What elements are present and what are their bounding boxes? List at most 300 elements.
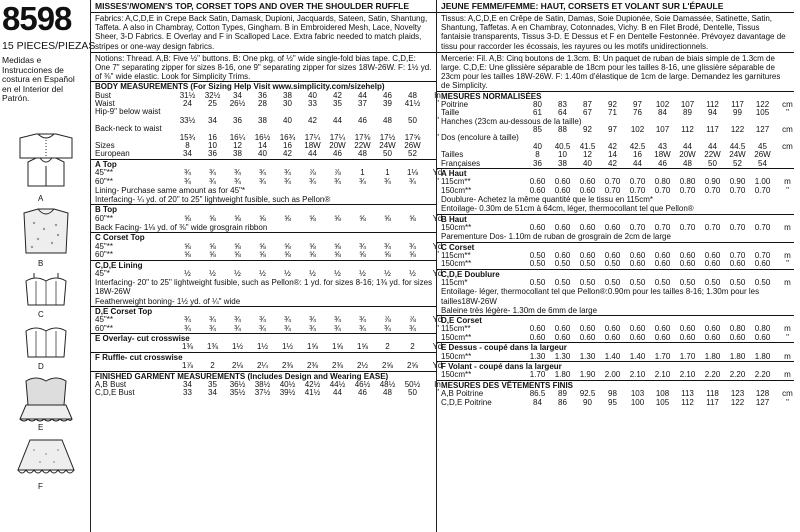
cell: 0.60 [579, 324, 596, 334]
cell: 84 [658, 108, 667, 118]
cell: 50 [408, 388, 417, 398]
cell: 0.60 [604, 250, 621, 260]
cell: 0.90 [704, 177, 721, 187]
view-a-illustration [14, 132, 78, 190]
cell: 41.5 [579, 141, 596, 151]
cell: 1.70 [679, 351, 696, 361]
cell: 112 [681, 397, 694, 407]
cell: 0.60 [554, 222, 571, 232]
cell: 0.70 [654, 185, 671, 195]
view-e-label: E [38, 423, 44, 432]
cell: 14 [608, 150, 617, 160]
cell: ¾ [184, 315, 191, 325]
cell: ⅝ [334, 250, 341, 260]
view-c-label: C [38, 310, 44, 319]
cell: 33 [308, 99, 317, 109]
cell: 0.60 [704, 332, 721, 342]
fabrics-text: Fabrics: A,C,D,E in Crepe Back Satin, Damask, Dupioni, Jacquards, Sateen, Satin, Shantung, Taffeta. A also in Chambray, Cotton Types, Gingham. B in Embroidered Mesh, Lace, Novelty Sheer, 3-D Fabrics. E Overlay and F in Scalloped Lace. Extra fabric needed to match plaids, stripes or one-way design fabrics. [95, 14, 428, 51]
cell: ⅞ [384, 315, 391, 325]
cell: 127 [755, 397, 770, 407]
cell: 0.70 [604, 185, 621, 195]
cell: ⅝ [259, 250, 266, 260]
cell: 34 [233, 90, 242, 100]
cell: 1⅝ [306, 342, 319, 352]
cell: 2½ [356, 361, 369, 371]
cell: 97 [608, 125, 617, 135]
cell: 0.70 [729, 250, 746, 260]
cell: ¾ [184, 176, 191, 186]
cell: 41½ [304, 388, 321, 398]
cell: 85 [533, 125, 542, 135]
cell: 0.70 [754, 222, 771, 232]
cell: cm [782, 141, 793, 151]
cell: 0.60 [529, 185, 546, 195]
cell: 89 [683, 108, 692, 118]
cell: 0.70 [629, 222, 646, 232]
cell: 112 [706, 99, 719, 109]
cell: 0.80 [654, 177, 671, 187]
cell: 38 [283, 90, 292, 100]
cell: 0.90 [729, 177, 746, 187]
cell: 46 [358, 115, 367, 125]
cell: 2 [410, 342, 415, 352]
cell: 100 [630, 397, 645, 407]
mesures-finis-table [437, 390, 794, 407]
cell: 0.60 [579, 185, 596, 195]
table-row [91, 213, 443, 223]
cell [775, 160, 800, 168]
cell: 105 [755, 108, 770, 118]
mesures-finis-title: MESURES DES VÊTEMENTS FINIS [437, 380, 794, 390]
cell: 92.5 [579, 389, 596, 399]
cell: ¾ [284, 315, 291, 325]
table-row [437, 224, 794, 232]
cell: 0.60 [579, 222, 596, 232]
yardage-view-title: F Ruffle- cut crosswise [91, 352, 436, 362]
cell: ⅝ [209, 250, 216, 260]
cell: ¾ [309, 323, 316, 333]
table-row [91, 268, 443, 278]
cell: m [784, 370, 791, 380]
cell: 1.70 [529, 370, 546, 380]
yardage-note: Parementure Dos- 1.10m de ruban de grosgrain de 2cm de large [441, 232, 671, 242]
metrage-table [437, 168, 794, 380]
cell: 16 [208, 132, 217, 142]
cell: 0.60 [579, 177, 596, 187]
cell: ¾ [209, 176, 216, 186]
yardage-note: Interfacing- 20" to 25" lightweight fusible, such as Pellon®: 1 yd. for sizes 8-16; 1⅜ yd. for sizes 18W-26W [95, 278, 433, 297]
cell: ¾ [259, 168, 266, 178]
cell: ¾ [359, 323, 366, 333]
cell: 0.60 [704, 250, 721, 260]
cell: ⅝ [384, 213, 391, 223]
cell: 15¾ [179, 132, 196, 142]
english-column [90, 0, 443, 532]
cell: 26½ [229, 99, 246, 109]
pieces-count: 15 PIECES/PIEZAS [2, 40, 96, 52]
cell: 42 [283, 149, 292, 159]
cell: " [436, 132, 439, 142]
cell: 37½ [254, 388, 271, 398]
cell: 108 [655, 389, 670, 399]
cell: 48 [358, 149, 367, 159]
cell: 20W [329, 141, 346, 151]
cell: 0.60 [629, 332, 646, 342]
row-label: Françaises [441, 158, 481, 168]
cell: 48 [383, 115, 392, 125]
cell: 123 [730, 389, 745, 399]
cell: 40.5 [554, 141, 571, 151]
cell: ⅝ [184, 213, 191, 223]
cell: 0.50 [679, 278, 696, 288]
cell: 0.50 [579, 259, 596, 269]
cell: 0.60 [679, 250, 696, 260]
cell: 103 [630, 389, 645, 399]
cell: 0.70 [604, 177, 621, 187]
row-label: Dos (encolure à taille) [441, 133, 519, 143]
cell: 44 [708, 141, 717, 151]
row-label: Poitrine [441, 99, 469, 109]
cell: 20W [679, 150, 696, 160]
cell: 0.50 [604, 259, 621, 269]
cell: 122 [730, 397, 745, 407]
cell: 0.60 [654, 250, 671, 260]
cell: 0.50 [729, 278, 746, 288]
cell: 54 [758, 158, 767, 168]
cell: 34 [183, 149, 192, 159]
table-row [91, 176, 439, 186]
cell: 1.90 [579, 370, 596, 380]
cell: 0.60 [579, 332, 596, 342]
cell: 102 [655, 99, 670, 109]
table-row [91, 342, 443, 352]
view-d-label: D [38, 362, 44, 371]
cell: ½ [259, 268, 266, 278]
cell: 44 [333, 115, 342, 125]
yardage-view-title: C Corset Top [91, 232, 436, 242]
table-row [437, 260, 794, 268]
cell: 30 [283, 99, 292, 109]
cell: 2⅝ [381, 361, 394, 371]
cell: ⅝ [184, 241, 191, 251]
cell: 2.20 [729, 370, 746, 380]
cell: 0.50 [604, 278, 621, 288]
cell: 1½ [281, 342, 294, 352]
cell: 0.50 [529, 278, 546, 288]
table-row [91, 250, 439, 260]
cell: 34 [208, 388, 217, 398]
cell: 0.70 [729, 222, 746, 232]
cell: 42 [308, 115, 317, 125]
cell: Yd [432, 168, 443, 178]
table-row [437, 353, 794, 361]
cell: 35 [208, 379, 217, 389]
cell: 52 [733, 158, 742, 168]
view-e-illustration [14, 375, 78, 423]
cell: 44½ [329, 379, 346, 389]
cell: 2.00 [604, 370, 621, 380]
cell: ¾ [284, 168, 291, 178]
cell: ¾ [284, 323, 291, 333]
cell: 0.50 [704, 278, 721, 288]
cell: 24W [729, 150, 746, 160]
cell: 42½ [304, 379, 321, 389]
cell: 44 [683, 141, 692, 151]
cell: ½ [309, 268, 316, 278]
cell: 50 [708, 158, 717, 168]
cell: ⅝ [359, 250, 366, 260]
cell: ½ [284, 268, 291, 278]
cell: 40 [308, 90, 317, 100]
cell: 44 [308, 149, 317, 159]
cell: ¾ [234, 323, 241, 333]
cell: " [436, 99, 439, 109]
yardage-view-title: A Haut [437, 168, 794, 178]
cell: 107 [680, 99, 695, 109]
cell: 16 [633, 150, 642, 160]
cell: ⅝ [384, 250, 391, 260]
cell: 0.70 [754, 185, 771, 195]
row-label: 150cm** [441, 185, 472, 195]
cell: ¾ [209, 168, 216, 178]
cell: 46 [658, 158, 667, 168]
cell: 38 [233, 149, 242, 159]
cell: 2 [385, 342, 390, 352]
cell: 10 [208, 141, 217, 151]
notions-text: Notions: Thread. A,B: Five ½" buttons. B: One pkg. of ½" wide single-fold bias tape. C,D,E: One 7" separating zipper for sizes 8-16, one 9" separating zipper for sizes 18W-26W. F: 1½ yd. of ⅜" wide elastic. Look for Simplicity Trims. [95, 53, 432, 82]
cell: 12 [233, 141, 242, 151]
row-label: A,B Bust [95, 379, 127, 389]
cell: 48 [683, 158, 692, 168]
cell: 118 [706, 389, 719, 399]
cell: 0.80 [754, 324, 771, 334]
cell: ⅝ [284, 250, 291, 260]
cell: 1.30 [554, 351, 571, 361]
row-label: Hanches (23cm au-dessous de la taille) [441, 116, 582, 126]
cell: 67 [583, 108, 592, 118]
cell: 16 [283, 141, 292, 151]
row-label: 150cm** [441, 332, 472, 342]
cell: 0.60 [554, 332, 571, 342]
cell: m [784, 351, 791, 361]
yardage-table [91, 159, 443, 371]
cell: 8 [185, 141, 190, 151]
row-label: Taille [441, 108, 460, 118]
yardage-view-title: C,D,E Doublure [437, 269, 794, 279]
row-label: 45"** [95, 315, 113, 325]
cell: 24W [379, 141, 396, 151]
row-label: 150cm** [441, 351, 472, 361]
table-row [91, 361, 443, 371]
cell: ¾ [184, 168, 191, 178]
yardage-note: Entoilage- léger, thermocollant tel que Pellon®:0.90m pour les tailles 8-16; 1.30m pour les tailles18W-26W [441, 287, 760, 306]
cell [775, 151, 800, 159]
cell: ½ [334, 268, 341, 278]
cell: 17¼ [304, 132, 321, 142]
row-label: 115cm** [441, 177, 471, 187]
row-label: 115cm* [441, 278, 468, 288]
cell: " [786, 185, 789, 195]
cell: 0.70 [679, 222, 696, 232]
cell: 122 [730, 125, 745, 135]
cell: 0.50 [579, 278, 596, 288]
cell: ¾ [234, 315, 241, 325]
cell: 99 [733, 108, 742, 118]
view-b-label: B [38, 259, 44, 268]
cell: 1½ [256, 342, 269, 352]
cell: 0.70 [629, 185, 646, 195]
cell: 1⅞ [181, 361, 194, 371]
cell: m [784, 222, 791, 232]
cell: ¾ [234, 168, 241, 178]
cell: 42.5 [629, 141, 646, 151]
cell: ¾ [334, 176, 341, 186]
cell: ⅞ [334, 168, 341, 178]
cell: 0.70 [704, 185, 721, 195]
cell: 38½ [254, 379, 271, 389]
cell: 127 [755, 125, 770, 135]
table-row [437, 187, 794, 195]
cell: 2.10 [629, 370, 646, 380]
cell: " [436, 250, 439, 260]
table-row [91, 150, 436, 158]
cell: 0.60 [629, 259, 646, 269]
cell: 17½ [379, 132, 396, 142]
cell: 2¼ [256, 361, 269, 371]
cell: 1⅛ [406, 168, 419, 178]
cell: ⅝ [259, 241, 266, 251]
cell: 90 [583, 397, 592, 407]
cell: 33½ [179, 115, 196, 125]
row-label: A,B Poitrine [441, 389, 484, 399]
cell: 35 [333, 99, 342, 109]
yardage-view-title: E Overlay- cut crosswise [91, 333, 436, 343]
cell: 0.60 [604, 324, 621, 334]
cell: 36½ [229, 379, 246, 389]
cell: 40 [283, 115, 292, 125]
cell: ⅝ [334, 213, 341, 223]
cell: ¾ [234, 176, 241, 186]
cell: ¾ [409, 323, 416, 333]
row-label: European [95, 149, 130, 159]
yardage-note: Entoilage- 0.30m de 51cm à 64cm, léger, thermocollant tel que Pellon® [441, 204, 694, 214]
cell: 0.60 [554, 177, 571, 187]
cell: 89 [558, 389, 567, 399]
cell: 24 [183, 99, 192, 109]
row-label: 60"** [95, 213, 113, 223]
cell: Yd [432, 315, 443, 325]
cell: 22W [354, 141, 371, 151]
cell: 105 [655, 397, 670, 407]
cell: 0.60 [654, 259, 671, 269]
cell: 80 [533, 99, 542, 109]
row-label: 45"* [95, 268, 110, 278]
cell: ⅝ [334, 241, 341, 251]
cell: 40½ [279, 379, 296, 389]
table-row [437, 279, 794, 287]
cell: " [436, 115, 439, 125]
cell: 0.60 [729, 259, 746, 269]
cell: 46 [333, 149, 342, 159]
finished-measurements-title: FINISHED GARMENT MEASUREMENTS (Includes Design and Wearing EASE) [91, 371, 436, 381]
cell: 87 [583, 99, 592, 109]
cell: 48½ [379, 379, 396, 389]
cell: 64 [558, 108, 567, 118]
cell: 33 [183, 388, 192, 398]
cell: ½ [234, 268, 241, 278]
yardage-view-title: B Top [91, 204, 436, 214]
cell: ¾ [359, 241, 366, 251]
cell: ¾ [259, 315, 266, 325]
cell: 76 [633, 108, 642, 118]
cell: 0.60 [629, 324, 646, 334]
yardage-note: Lining- Purchase same amount as for 45"* [95, 186, 246, 195]
row-label [95, 362, 175, 370]
cell: 40 [258, 149, 267, 159]
row-label: Tailles [441, 150, 464, 160]
cell: 88 [558, 125, 567, 135]
cell: m [784, 177, 791, 187]
cell: 1½ [231, 342, 244, 352]
cell: 36 [208, 149, 217, 159]
cell: " [786, 259, 789, 269]
cell: 1⅝ [356, 342, 369, 352]
cell: 0.50 [529, 250, 546, 260]
cell: m [784, 250, 791, 260]
cell: 48 [383, 388, 392, 398]
cell: ¾ [334, 315, 341, 325]
cell: 0.60 [554, 324, 571, 334]
cell: 18W [654, 150, 671, 160]
cell: 42 [333, 90, 342, 100]
cell: 2.20 [754, 370, 771, 380]
cell: 117 [731, 99, 744, 109]
cell: 0.50 [554, 278, 571, 288]
cell: 83 [558, 99, 567, 109]
cell: ⅝ [309, 213, 316, 223]
cell: 92 [608, 99, 617, 109]
cell: " [436, 388, 439, 398]
cell: " [786, 332, 789, 342]
cell: 128 [755, 389, 770, 399]
cell: 0.60 [529, 324, 546, 334]
cell: 0.60 [754, 259, 771, 269]
cell: ½ [209, 268, 216, 278]
finished-measurements-table [91, 379, 441, 398]
table-row [91, 323, 439, 333]
body-measurements-title: BODY MEASUREMENTS (For Sizing Help Visit www.simplicity.com/sizehelp) [91, 81, 436, 91]
cell: 98 [608, 389, 617, 399]
cell: 0.60 [679, 324, 696, 334]
cell: ⅝ [309, 250, 316, 260]
row-label: 45"** [95, 168, 113, 178]
cell: 34 [183, 379, 192, 389]
cell: " [786, 397, 789, 407]
cell: 0.60 [554, 250, 571, 260]
cell: 1⅜ [181, 342, 194, 352]
cell: 0.60 [604, 332, 621, 342]
yardage-view-title: A Top [91, 159, 436, 169]
cell: 0.60 [654, 332, 671, 342]
cell: 1.40 [604, 351, 621, 361]
cell: 43 [658, 141, 667, 151]
cell: 16¾ [279, 132, 296, 142]
cell: ¾ [259, 176, 266, 186]
view-c-illustration [14, 271, 78, 309]
row-label: 60"** [95, 176, 113, 186]
cell: 17⅜ [354, 132, 371, 142]
cell: ½ [409, 268, 416, 278]
